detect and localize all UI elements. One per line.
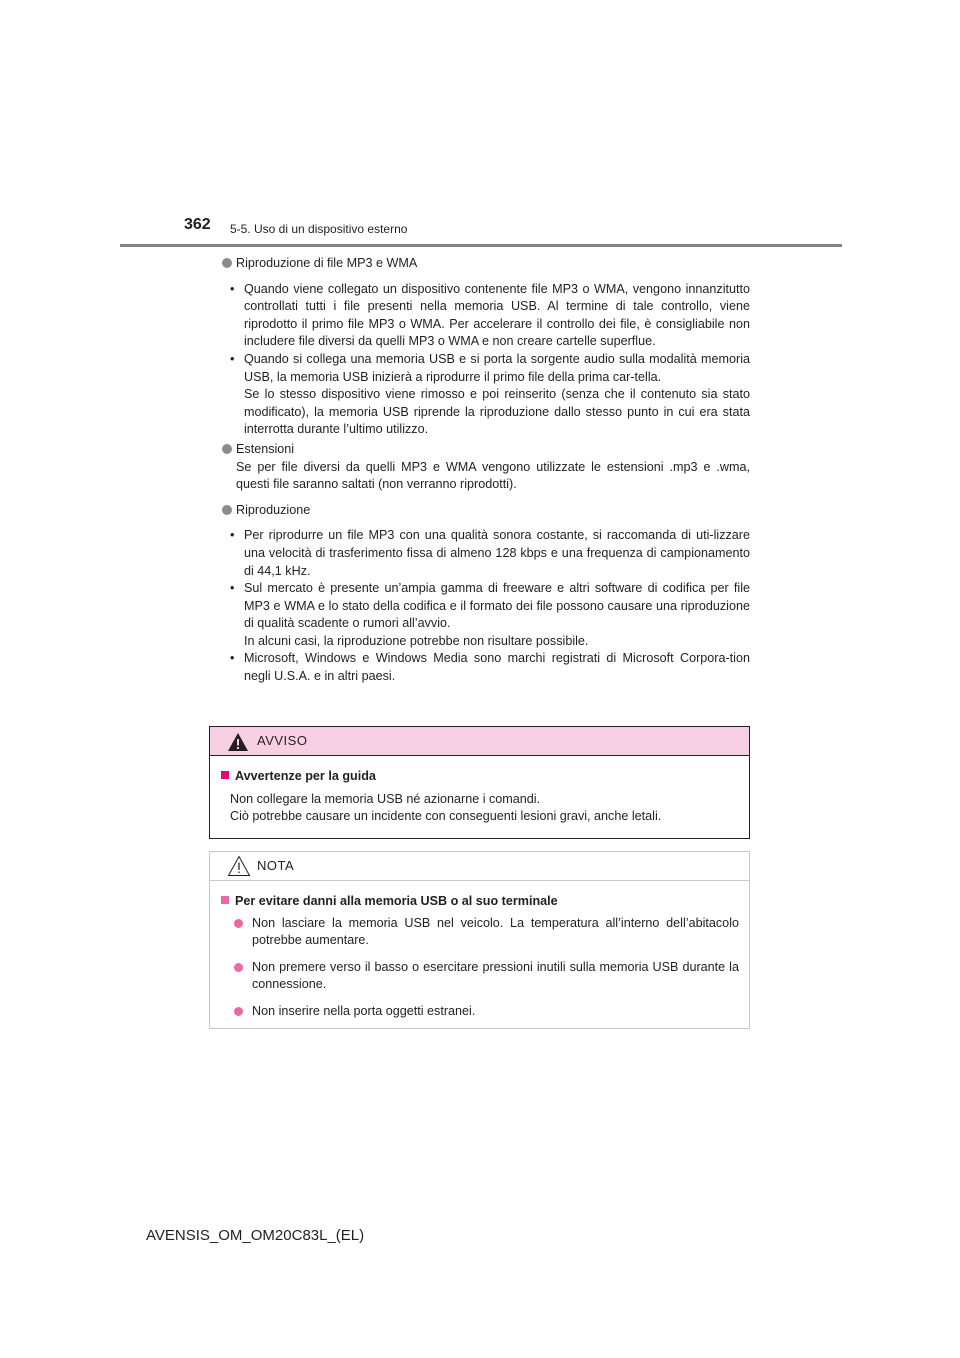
list-item: Non premere verso il basso o esercitare pressioni inutili sulla memoria USB durante la connessione. <box>230 959 739 994</box>
bullet-dot-icon <box>234 1007 243 1016</box>
note-title: NOTA <box>257 858 295 873</box>
page-number: 362 <box>184 216 211 233</box>
warning-title: AVVISO <box>257 733 308 748</box>
mp3-wma-heading: Riproduzione di file MP3 e WMA <box>222 255 750 273</box>
header-rule <box>120 244 842 247</box>
bullet-dot-icon <box>222 505 232 515</box>
list-item: • Quando viene collegato un dispositivo contenente file MP3 o WMA, vengono innanzitutto controllati tutti i file presenti nella memoria USB. Al termine di tale controllo, viene riprodotto il primo file MP3 o WMA. Per accelerare il controllo dei file, è consigliabile non includere file diversi da quelli MP3 o WMA e non creare cartelle superflue. <box>226 281 750 351</box>
warning-header <box>210 727 749 756</box>
list-item: • Microsoft, Windows e Windows Media sono marchi registrati di Microsoft Corpora-tion negli U.S.A. e in altri paesi. <box>226 650 750 685</box>
note-header <box>210 852 749 881</box>
document-code: AVENSIS_OM_OM20C83L_(EL) <box>146 1227 365 1244</box>
warning-line: Non collegare la memoria USB né azionarne i comandi. <box>230 791 541 806</box>
warning-triangle-icon <box>227 732 249 752</box>
playback-heading: Riproduzione <box>222 502 750 520</box>
list-item: • Quando si collega una memoria USB e si porta la sorgente audio sulla modalità memoria USB, la memoria USB inizierà a riprodurre il primo file della prima car-tella. <box>226 351 750 386</box>
caution-triangle-icon <box>227 855 251 877</box>
extensions-heading: Estensioni <box>222 441 750 459</box>
list-item: Non lasciare la memoria USB nel veicolo. La temperatura all’interno dell’abitacolo potrebbe aumentare. <box>230 915 739 950</box>
note-box <box>209 851 750 1029</box>
warning-line: Ciò potrebbe causare un incidente con conseguenti lesioni gravi, anche letali. <box>230 809 662 824</box>
warning-heading: Avvertenze per la guida <box>221 768 739 786</box>
square-bullet-icon <box>221 771 229 779</box>
note-body <box>210 881 749 1021</box>
bullet-dot-icon <box>222 444 232 454</box>
section-title: 5-5. Uso di un dispositivo esterno <box>230 222 408 236</box>
warning-box <box>209 726 750 839</box>
note-heading: Per evitare danni alla memoria USB o al suo terminale <box>221 893 739 911</box>
playback-list <box>226 527 750 685</box>
list-item: • Per riprodurre un file MP3 con una qualità sonora costante, si raccomanda di uti-lizzare una velocità di trasferimento fissa di almeno 128 kbps e una frequenza di campionamento di 44,1 kHz. <box>226 527 750 580</box>
bullet-dot-icon <box>234 963 243 972</box>
list-item-continuation: In alcuni casi, la riproduzione potrebbe non risultare possibile. <box>244 633 589 648</box>
bullet-dot-icon <box>222 258 232 268</box>
bullet-dot-icon <box>234 919 243 928</box>
square-bullet-icon <box>221 896 229 904</box>
list-item: • Sul mercato è presente un’ampia gamma di freeware e altri software di codifica per file MP3 e WMA e lo stato della codifica e il formato dei file possono causare una riproduzione di qualità scadente o rumori all’avvio. <box>226 580 750 633</box>
main-content <box>222 255 750 686</box>
list-item: Non inserire nella porta oggetti estranei. <box>230 1003 739 1021</box>
mp3-wma-list <box>226 281 750 439</box>
extensions-text: Se per file diversi da quelli MP3 e WMA vengono utilizzate le estensioni .mp3 e .wma, questi file saranno saltati (non verranno riprodotti). <box>236 459 750 492</box>
list-item-continuation: Se lo stesso dispositivo viene rimosso e poi reinserito (senza che il contenuto sia stato modificato), la memoria USB riprende la riproduzione dallo stesso punto in cui era stata interrotta durante l’ultimo utilizzo. <box>244 387 750 437</box>
warning-body <box>210 756 749 826</box>
